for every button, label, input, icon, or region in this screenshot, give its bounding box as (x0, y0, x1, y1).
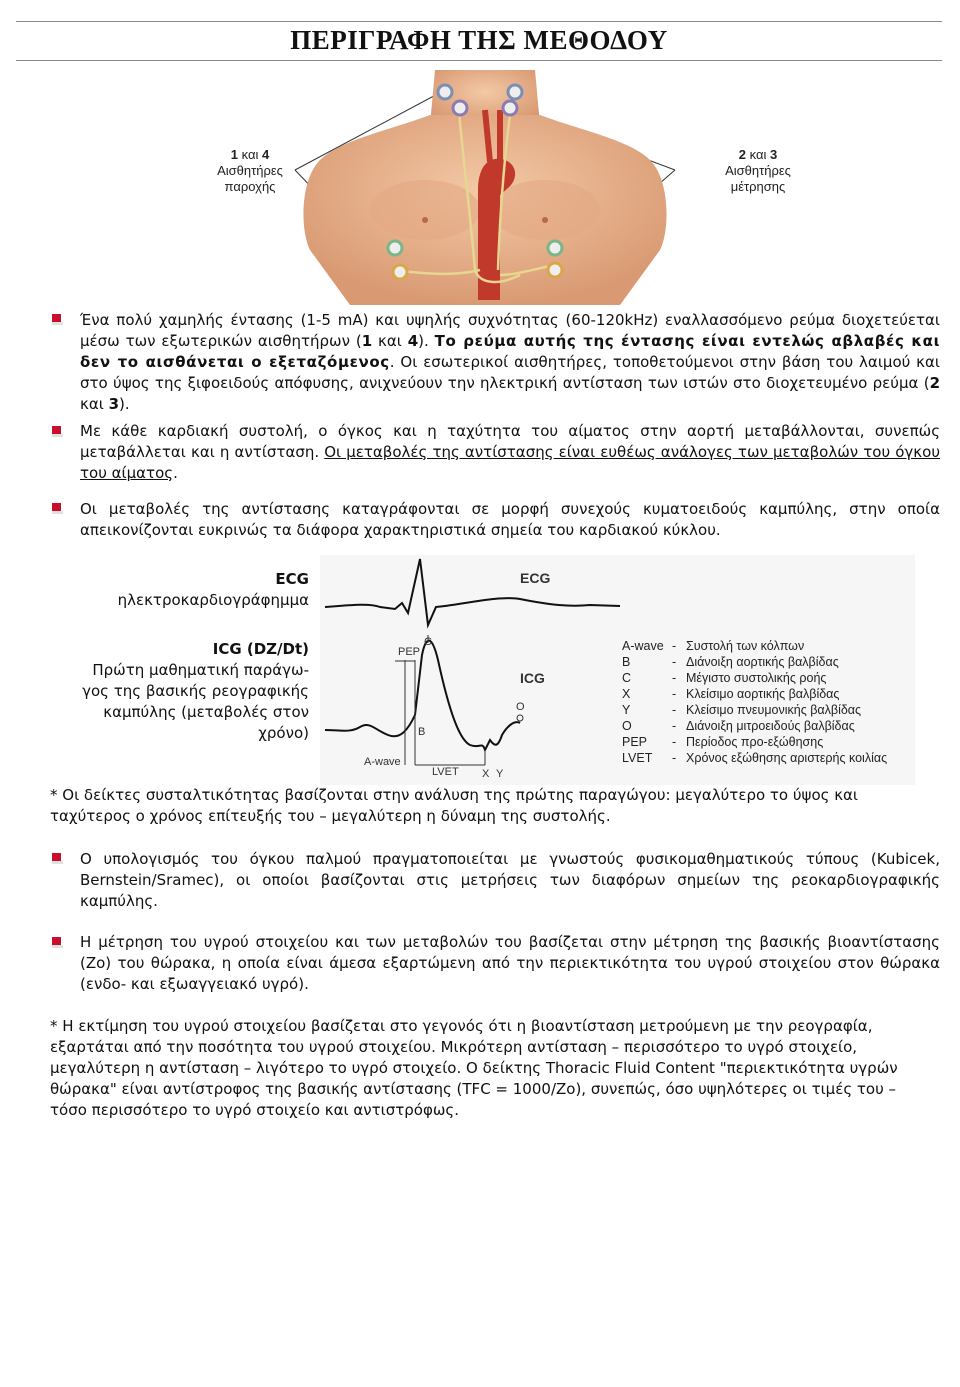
legend-item: Y - Κλείσιμο πνευμονικής βαλβίδας (622, 703, 862, 717)
b-point-label: B (418, 726, 426, 738)
legend-item: B - Διάνοιξη αορτικής βαλβίδας (622, 655, 839, 669)
legend-item: X - Κλείσιμο αορτικής βαλβίδας (622, 687, 840, 701)
paragraph-curve: Οι μεταβολές της αντίστασης καταγράφονται σε μορφή συνεχούς κυματοειδούς καμπύλης, στην οποία απεικονίζονται ευκρινώς τα διάφορα χαρακτηριστικά σημεία του καρδιακού κύκλου. (80, 500, 940, 539)
paragraph-fluid: Η μέτρηση του υγρού στοιχείου και των μεταβολών του βασίζεται στην μέτρηση της βασικής βιοαντίστασης (Zo) του θώρακα, η οποία είναι άμεσα εξαρτώμενη από την περιεκτικότητα του υγρού στοιχείου στον θώρακα (ενδο- και εξωαγγειακό υγρό). (80, 933, 940, 993)
lvet-label: LVET (432, 766, 459, 778)
icg-label: ICG (520, 670, 545, 686)
paragraph-current: Ένα πολύ χαμηλής έντασης (1-5 mA) και υψηλής συχνότητας (60-120kHz) εναλλασσόμενο ρεύμα διοχετεύεται μέσω των εξωτερικών αισθητήρων (1 και 4). Το ρεύμα αυτής της έντασης είναι εντελώς αβλαβές και δεν το αισθάνεται ο εξεταζόμενος. Οι εσωτερικοί αισθητήρες, τοποθετούμενοι στην βάση του λαιμού και στο ύψος της ξιφοειδούς απόφυσης, ανιχνεύουν την ηλεκτρική αντίσταση των ιστών στο διοχετευμένο ρεύμα (2 και 3). (80, 311, 941, 413)
bullet-icon (52, 503, 63, 514)
sensor-label-supply: 1 και 4 Αισθητήρες παροχής (217, 147, 283, 194)
bullet-icon (52, 937, 63, 948)
bullet-icon (52, 314, 63, 325)
legend-item: PEP - Περίοδος προ-εξώθησης (622, 735, 824, 749)
x-point-label: X (482, 768, 490, 780)
bullet-icon (52, 853, 63, 864)
page-title: ΠΕΡΙΓΡΑΦΗ ΤΗΣ ΜΕΘΟΔΟΥ (290, 25, 668, 55)
o-point-label: O (516, 701, 525, 713)
c-point-label: C (424, 636, 432, 648)
legend-item: A-wave - Συστολή των κόλπων (622, 639, 805, 653)
paragraph-systole: Με κάθε καρδιακή συστολή, ο όγκος και η ταχύτητα του αίματος στην αορτή μεταβάλλονται, συνεπώς μεταβάλλεται και η αντίσταση. Οι μεταβολές της αντίστασης είναι ευθέως ανάλογες των μεταβολών του όγκου του αίματος. (80, 422, 940, 482)
paragraph-stroke-volume: Ο υπολογισμός του όγκου παλμού πραγματοποιείται με γνωστούς φυσικομαθηματικούς τύπους (Kubicek, Bernstein/Sramec), οι οποίοι βασίζονται στις μετρήσεις των διαφόρων σημείων της ρεοκαρδιογραφικής καμπύλης. (80, 850, 940, 910)
icg-side-label: ICG (DZ/Dt) Πρώτη μαθηματική παράγω- γος της βασικής ρεογραφικής καμπύλης (μεταβολές στον χρόνο) (82, 640, 309, 742)
note-contractility: * Οι δείκτες συσταλτικότητας βασίζονται στην ανάλυση της πρώτης παραγώγου: μεγαλύτερο το ύψος και ταχύτερος ο χρόνος επίτευξής του – μεγαλύτερη η δύναμη της συστολής. (50, 786, 859, 825)
sensor-label-measure: 2 και 3 Αισθητήρες μέτρησης (725, 147, 791, 194)
legend-item: C - Μέγιστο συστολικής ροής (622, 671, 827, 685)
title-bar (16, 21, 942, 61)
bullet-icon (52, 426, 63, 437)
note-fluid-content: * Η εκτίμηση του υγρού στοιχείου βασίζεται στο γεγονός ότι η βιοαντίσταση μετρούμενη με την ρεογραφία, εξαρτάται από την ποσότητα του υγρού στοιχείου. Μικρότερη αντίσταση – περισσότερο το υγρό στοιχείο, μεγαλύτερη η αντίσταση – λιγότερο το υγρό στοιχείο. Ο δείκτης Thoracic Fluid Content "περιεκτικότητα υγρών θώρακα" είναι αντίστροφος της βασικής αντίστασης (TFC = 1000/Zo), συνεπώς, όσο υψηλότερες οι τιμές του – τόσο περισσότερο το υγρό στοιχείο και αντιστρόφως. (50, 1017, 898, 1119)
ecg-label: ECG (520, 570, 551, 586)
ecg-side-label: ECG ηλεκτροκαρδιογράφημμα (117, 570, 309, 609)
pep-label: PEP (398, 646, 421, 658)
y-point-label: Y (496, 768, 504, 780)
legend-item: O - Διάνοιξη μιτροειδούς βαλβίδας (622, 719, 855, 733)
legend-item: LVET - Χρόνος εξώθησης αριστερής κοιλίας (622, 751, 888, 765)
a-wave-label: A-wave (364, 756, 401, 768)
